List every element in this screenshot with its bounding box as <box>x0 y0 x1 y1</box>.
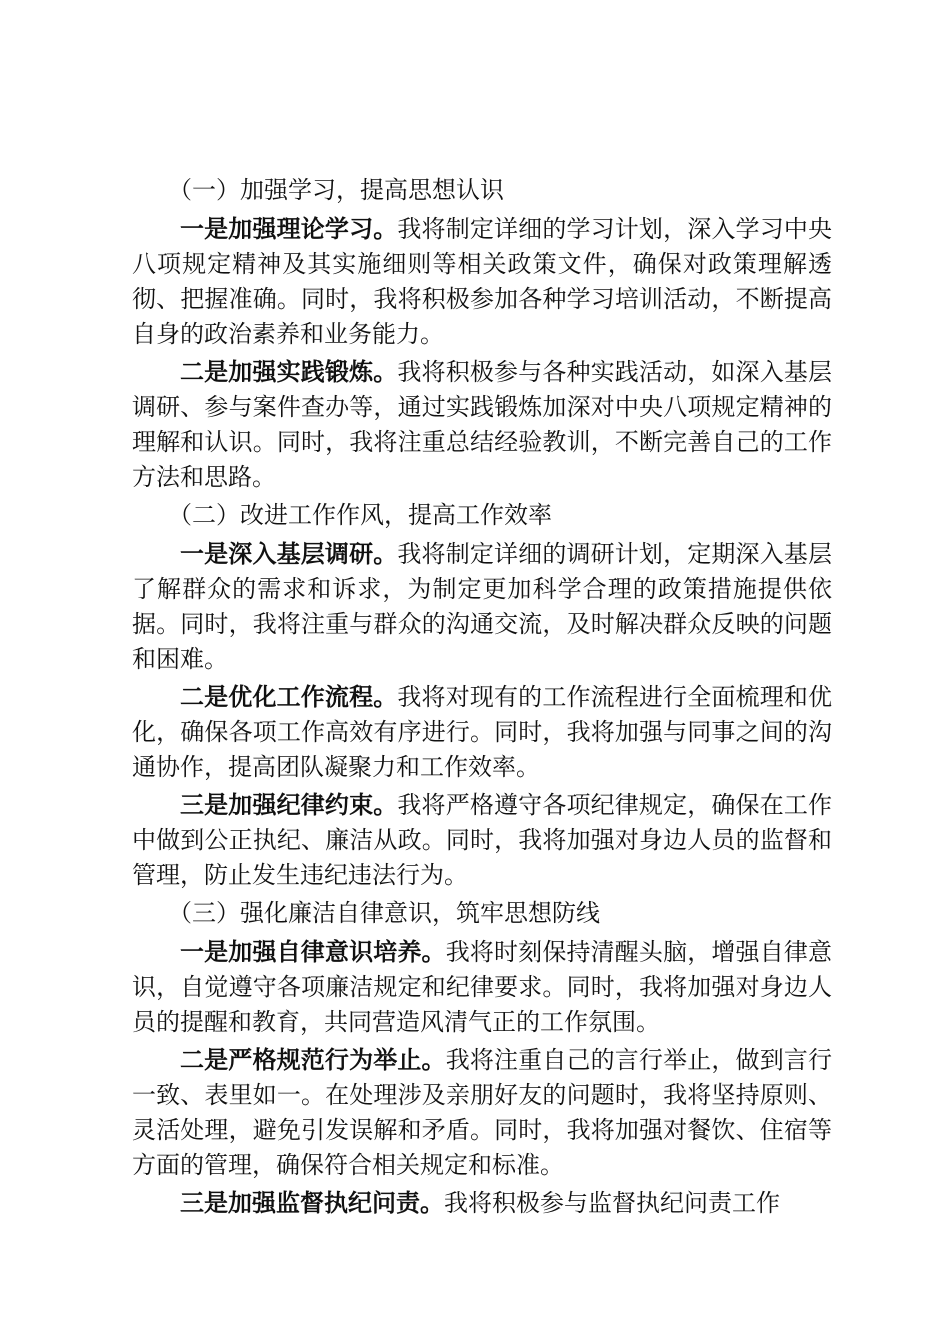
paragraph-lead: 二是加强实践锻炼。 <box>180 357 398 386</box>
section-heading: （一）加强学习，提高思想认识 <box>168 176 504 204</box>
paragraph-lead: 一是加强理论学习。 <box>180 214 398 243</box>
paragraph <box>132 679 832 785</box>
paragraph-text: 我将制定详细的调研计划，定期深入基层了解群众的需求和诉求，为制定更加科学合理的政策措施提供依据。同时，我将注重与群众的沟通交流，及时解决群众反映的问题和困难。 <box>132 540 833 673</box>
paragraph-lead: 二是优化工作流程。 <box>180 682 398 711</box>
paragraph-lead: 三是加强纪律约束。 <box>180 790 398 819</box>
paragraph-text: 我将积极参与各种实践活动，如深入基层调研、参与案件查办等，通过实践锻炼加深对中央八项规定精神的理解和认识。同时，我将注重总结经验教训，不断完善自己的工作方法和思路。 <box>132 358 833 491</box>
document-page <box>132 172 832 1223</box>
paragraph-text: 我将注重自己的言行举止，做到言行一致、表里如一。在处理涉及亲朋好友的问题时，我将坚持原则、灵活处理，避免引发误解和矛盾。同时，我将加强对餐饮、住宿等方面的管理，确保符合相关规定和标准。 <box>132 1046 833 1179</box>
paragraph-lead: 一是加强自律意识培养。 <box>180 937 446 966</box>
paragraph <box>132 787 832 893</box>
section-heading: （二）改进工作作风，提高工作效率 <box>168 501 552 529</box>
section-heading: （三）强化廉洁自律意识，筑牢思想防线 <box>168 899 600 927</box>
paragraph-text: 我将对现有的工作流程进行全面梳理和优化，确保各项工作高效有序进行。同时，我将加强与同事之间的沟通协作，提高团队凝聚力和工作效率。 <box>132 683 833 781</box>
paragraph-lead: 一是深入基层调研。 <box>180 539 398 568</box>
paragraph-text: 我将制定详细的学习计划，深入学习中央八项规定精神及其实施细则等相关政策文件，确保对政策理解透彻、把握准确。同时，我将积极参加各种学习培训活动，不断提高自身的政治素养和业务能力。 <box>132 215 833 348</box>
paragraph-text: 我将时刻保持清醒头脑，增强自律意识，自觉遵守各项廉洁规定和纪律要求。同时，我将加强对身边人员的提醒和教育，共同营造风清气正的工作氛围。 <box>132 938 833 1036</box>
paragraph <box>132 354 832 495</box>
paragraph-lead: 三是加强监督执纪问责。 <box>180 1188 444 1217</box>
paragraph <box>132 536 832 677</box>
paragraph-text: 我将积极参与监督执纪问责工作 <box>444 1189 780 1217</box>
paragraph-text: 我将严格遵守各项纪律规定，确保在工作中做到公正执纪、廉洁从政。同时，我将加强对身边人员的监督和管理，防止发生违纪违法行为。 <box>132 791 833 889</box>
paragraph <box>132 211 832 352</box>
paragraph <box>132 1185 832 1221</box>
paragraph-lead: 二是严格规范行为举止。 <box>180 1045 446 1074</box>
paragraph <box>132 934 832 1040</box>
paragraph <box>132 1042 832 1183</box>
